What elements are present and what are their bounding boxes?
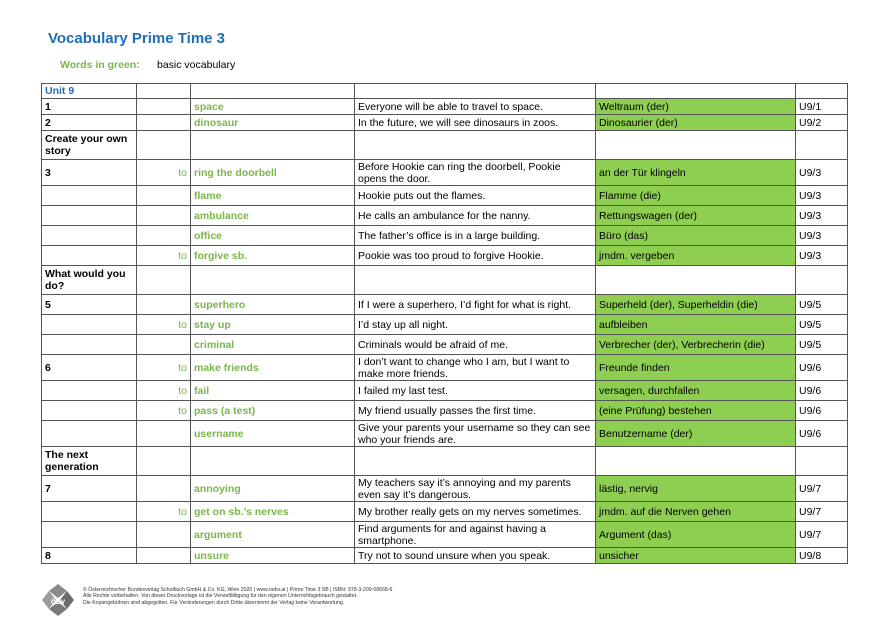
reference: U9/7 — [796, 476, 848, 502]
footer-line-1: © Österreichischer Bundesverlag Schulbuch GmbH & Co. KG, Wien 2020 | www.oebv.at | Prime Time 3 SB | ISBN: 978-3-209-08668-6 — [83, 587, 393, 593]
empty-cell — [796, 131, 848, 160]
exercise-number — [42, 401, 137, 421]
translation: Superheld (der), Superheldin (die) — [596, 295, 796, 315]
vocabulary-table-body — [42, 84, 848, 564]
vocab-word: fail — [191, 381, 355, 401]
translation: versagen, durchfallen — [596, 381, 796, 401]
example-sentence: Give your parents your username so they can see who your friends are. — [355, 421, 596, 447]
translation: an der Tür klingeln — [596, 160, 796, 186]
empty-cell — [596, 131, 796, 160]
to-marker — [137, 476, 191, 502]
to-marker — [137, 335, 191, 355]
exercise-number — [42, 315, 137, 335]
vocab-row — [42, 522, 848, 548]
section-row — [42, 447, 848, 476]
exercise-number: 6 — [42, 355, 137, 381]
empty-cell — [191, 131, 355, 160]
to-marker: to — [137, 355, 191, 381]
example-sentence: Before Hookie can ring the doorbell, Pookie opens the door. — [355, 160, 596, 186]
exercise-number — [42, 335, 137, 355]
translation: Freunde finden — [596, 355, 796, 381]
empty-cell — [191, 447, 355, 476]
translation: Verbrecher (der), Verbrecherin (die) — [596, 335, 796, 355]
vocab-row — [42, 502, 848, 522]
vocab-row — [42, 115, 848, 131]
vocab-row — [42, 401, 848, 421]
exercise-number — [42, 246, 137, 266]
translation: lästig, nervig — [596, 476, 796, 502]
to-marker — [137, 99, 191, 115]
to-marker: to — [137, 401, 191, 421]
to-marker: to — [137, 502, 191, 522]
translation: (eine Prüfung) bestehen — [596, 401, 796, 421]
reference: U9/5 — [796, 315, 848, 335]
translation: unsicher — [596, 548, 796, 564]
empty-cell — [355, 131, 596, 160]
section-title: Create your own story — [42, 131, 137, 160]
page-title: Vocabulary Prime Time 3 — [48, 30, 226, 47]
example-sentence: He calls an ambulance for the nanny. — [355, 206, 596, 226]
example-sentence: I failed my last test. — [355, 381, 596, 401]
example-sentence: Hookie puts out the flames. — [355, 186, 596, 206]
vocabulary-table — [41, 83, 848, 564]
section-title: What would you do? — [42, 266, 137, 295]
section-row — [42, 131, 848, 160]
empty-cell — [796, 447, 848, 476]
vocab-word: flame — [191, 186, 355, 206]
unit-label: Unit 9 — [42, 84, 137, 99]
translation: Rettungswagen (der) — [596, 206, 796, 226]
reference: U9/6 — [796, 381, 848, 401]
vocab-word: space — [191, 99, 355, 115]
empty-cell — [137, 266, 191, 295]
vocab-row — [42, 381, 848, 401]
exercise-number: 5 — [42, 295, 137, 315]
empty-cell — [137, 447, 191, 476]
translation: Argument (das) — [596, 522, 796, 548]
exercise-number — [42, 186, 137, 206]
reference: U9/6 — [796, 355, 848, 381]
vocab-row — [42, 160, 848, 186]
reference: U9/5 — [796, 335, 848, 355]
empty-cell — [355, 447, 596, 476]
vocab-word: get on sb.’s nerves — [191, 502, 355, 522]
vocab-row — [42, 335, 848, 355]
logo-text: öbv — [50, 597, 66, 606]
to-marker: to — [137, 160, 191, 186]
reference: U9/7 — [796, 502, 848, 522]
reference: U9/3 — [796, 226, 848, 246]
to-marker: to — [137, 381, 191, 401]
example-sentence: In the future, we will see dinosaurs in zoos. — [355, 115, 596, 131]
empty-cell — [191, 266, 355, 295]
reference: U9/3 — [796, 206, 848, 226]
vocab-word: forgive sb. — [191, 246, 355, 266]
to-marker — [137, 548, 191, 564]
vocab-row — [42, 206, 848, 226]
translation: jmdm. vergeben — [596, 246, 796, 266]
legend — [60, 59, 236, 71]
footer-line-3: Die Kopiergebühren sind abgegolten. Für Veränderungen durch Dritte übernimmt der Verlag keine Verantwortung. — [83, 599, 345, 606]
footer-line-2: Alle Rechte vorbehalten. Von dieser Druckvorlage ist die Vervielfältigung für den eigenen Unterrichtsgebrauch gestattet. — [83, 593, 358, 600]
example-sentence: Try not to sound unsure when you speak. — [355, 548, 596, 564]
vocab-word: make friends — [191, 355, 355, 381]
to-marker: to — [137, 315, 191, 335]
translation: Dinosaurier (der) — [596, 115, 796, 131]
vocab-word: ring the doorbell — [191, 160, 355, 186]
vocab-word: stay up — [191, 315, 355, 335]
to-marker — [137, 295, 191, 315]
exercise-number: 3 — [42, 160, 137, 186]
translation: Benutzername (der) — [596, 421, 796, 447]
exercise-number — [42, 502, 137, 522]
vocab-word: unsure — [191, 548, 355, 564]
example-sentence: I don’t want to change who I am, but I want to make more friends. — [355, 355, 596, 381]
vocab-word: argument — [191, 522, 355, 548]
section-row — [42, 266, 848, 295]
legend-label: Words in green: — [60, 59, 140, 71]
vocab-word: office — [191, 226, 355, 246]
footer-text — [83, 587, 392, 606]
vocab-word: annoying — [191, 476, 355, 502]
unit-row — [42, 84, 848, 99]
vocab-row — [42, 226, 848, 246]
exercise-number — [42, 206, 137, 226]
reference: U9/8 — [796, 548, 848, 564]
reference: U9/5 — [796, 295, 848, 315]
reference: U9/2 — [796, 115, 848, 131]
to-marker: to — [137, 246, 191, 266]
vocab-row — [42, 295, 848, 315]
exercise-number: 1 — [42, 99, 137, 115]
exercise-number — [42, 381, 137, 401]
reference: U9/6 — [796, 401, 848, 421]
translation: jmdm. auf die Nerven gehen — [596, 502, 796, 522]
empty-cell — [796, 266, 848, 295]
empty-cell — [137, 131, 191, 160]
vocab-word: dinosaur — [191, 115, 355, 131]
to-marker — [137, 421, 191, 447]
vocab-word: criminal — [191, 335, 355, 355]
exercise-number: 2 — [42, 115, 137, 131]
vocab-row — [42, 548, 848, 564]
reference: U9/6 — [796, 421, 848, 447]
exercise-number — [42, 522, 137, 548]
empty-cell — [596, 266, 796, 295]
vocab-row — [42, 355, 848, 381]
translation: Weltraum (der) — [596, 99, 796, 115]
example-sentence: Criminals would be afraid of me. — [355, 335, 596, 355]
vocab-word: superhero — [191, 295, 355, 315]
example-sentence: Pookie was too proud to forgive Hookie. — [355, 246, 596, 266]
vocab-word: pass (a test) — [191, 401, 355, 421]
translation: Büro (das) — [596, 226, 796, 246]
translation: Flamme (die) — [596, 186, 796, 206]
exercise-number: 8 — [42, 548, 137, 564]
reference: U9/3 — [796, 246, 848, 266]
example-sentence: If I were a superhero, I’d fight for what is right. — [355, 295, 596, 315]
translation: aufbleiben — [596, 315, 796, 335]
section-title: The next generation — [42, 447, 137, 476]
vocab-row — [42, 99, 848, 115]
vocab-row — [42, 315, 848, 335]
exercise-number — [42, 226, 137, 246]
vocab-word: username — [191, 421, 355, 447]
example-sentence: My brother really gets on my nerves sometimes. — [355, 502, 596, 522]
vocab-row — [42, 186, 848, 206]
vocab-row — [42, 421, 848, 447]
example-sentence: Everyone will be able to travel to space. — [355, 99, 596, 115]
to-marker — [137, 522, 191, 548]
oebv-logo-icon — [41, 583, 75, 617]
example-sentence: The father’s office is in a large building. — [355, 226, 596, 246]
reference: U9/3 — [796, 186, 848, 206]
to-marker — [137, 206, 191, 226]
reference: U9/1 — [796, 99, 848, 115]
to-marker — [137, 186, 191, 206]
example-sentence: My friend usually passes the first time. — [355, 401, 596, 421]
vocab-word: ambulance — [191, 206, 355, 226]
exercise-number — [42, 421, 137, 447]
example-sentence: My teachers say it’s annoying and my parents even say it’s dangerous. — [355, 476, 596, 502]
legend-text: basic vocabulary — [157, 59, 236, 71]
exercise-number: 7 — [42, 476, 137, 502]
to-marker — [137, 226, 191, 246]
empty-cell — [596, 447, 796, 476]
to-marker — [137, 115, 191, 131]
vocab-row — [42, 246, 848, 266]
example-sentence: Find arguments for and against having a smartphone. — [355, 522, 596, 548]
reference: U9/3 — [796, 160, 848, 186]
vocab-row — [42, 476, 848, 502]
empty-cell — [355, 266, 596, 295]
example-sentence: I’d stay up all night. — [355, 315, 596, 335]
reference: U9/7 — [796, 522, 848, 548]
